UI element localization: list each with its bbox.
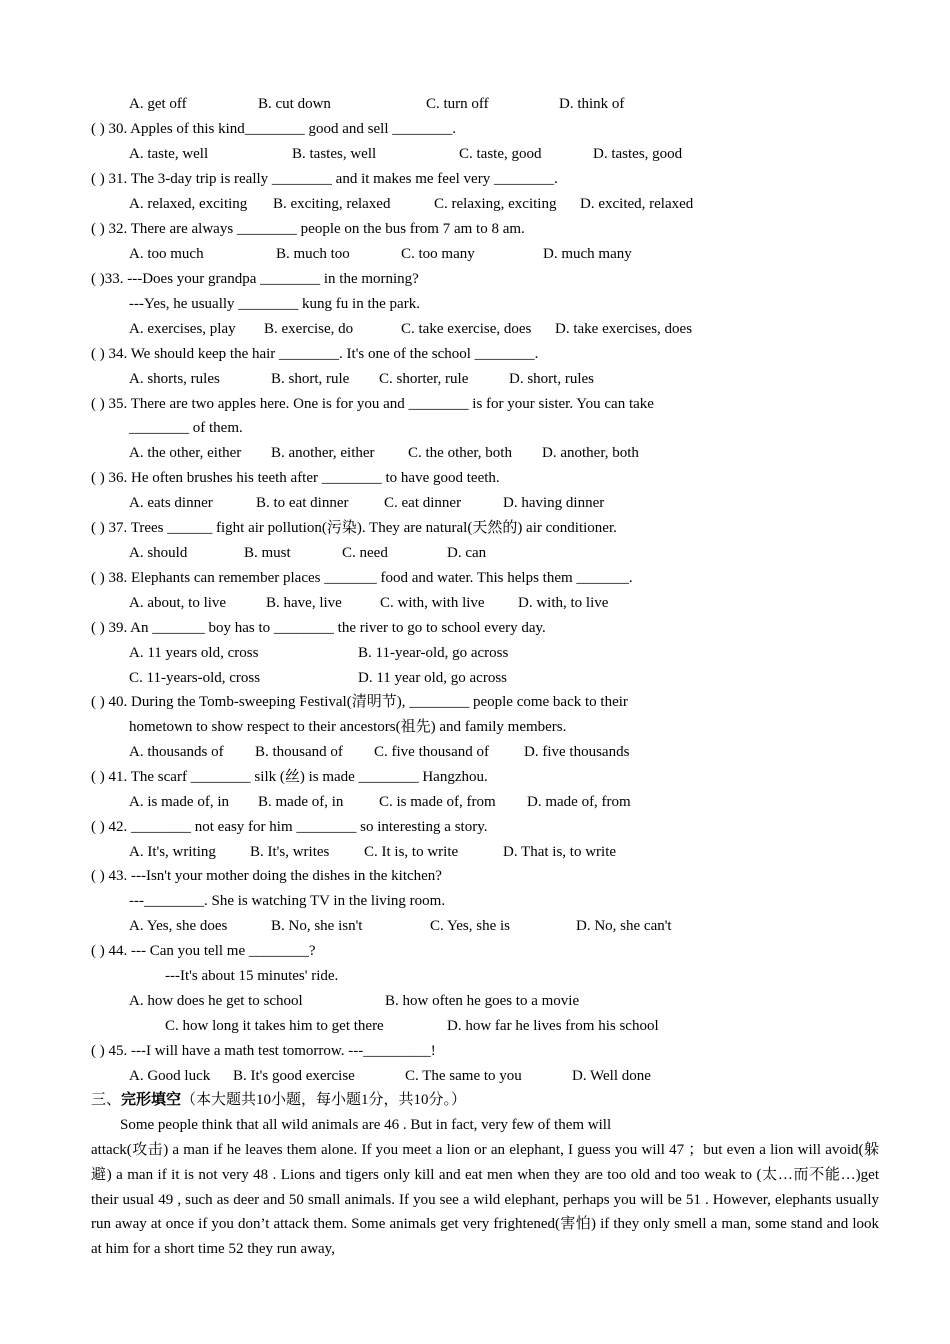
option-c: C. Yes, she is: [430, 918, 511, 934]
section-title: 完形填空: [121, 1092, 182, 1108]
option-d: D. That is, to write: [503, 844, 617, 860]
question-stem-cont: ---It's about 15 minutes' ride.: [165, 968, 339, 984]
question-stem: ( ) 44. --- Can you tell me ________?: [91, 943, 316, 959]
passage-first-line: Some people think that all wild animals are 46 . But in fact, very few of them will: [120, 1117, 612, 1133]
option-b: B. tastes, well: [292, 146, 377, 162]
question-stem-cont: hometown to show respect to their ancestors(祖先) and family members.: [129, 719, 567, 735]
option-b: B. exciting, relaxed: [273, 196, 391, 212]
option-b: B. It's good exercise: [233, 1068, 355, 1084]
option-d: D. short, rules: [509, 371, 594, 387]
question-stem: ( ) 45. ---I will have a math test tomorrow. ---_________!: [91, 1043, 436, 1059]
option-a: A. taste, well: [129, 146, 209, 162]
question-stem-cont: ---Yes, he usually ________ kung fu in the park.: [129, 296, 420, 312]
option-d: D. tastes, good: [593, 146, 683, 162]
option-d: D. 11 year old, go across: [358, 670, 507, 686]
option-b: B. It's, writes: [250, 844, 330, 860]
option-d: D. take exercises, does: [555, 321, 693, 337]
option-b: B. thousand of: [255, 744, 343, 760]
option-c: C. the other, both: [408, 445, 512, 461]
question-stem: ( ) 35. There are two apples here. One is for you and ________ is for your sister. You can take: [91, 396, 654, 412]
option-d: D. made of, from: [527, 794, 631, 810]
question-stem: ( ) 32. There are always ________ people on the bus from 7 am to 8 am.: [91, 221, 525, 237]
option-a: A. should: [129, 545, 188, 561]
option-b: B. have, live: [266, 595, 342, 611]
option-c: C. 11-years-old, cross: [129, 670, 261, 686]
option-c: C. need: [342, 545, 388, 561]
option-d: D. having dinner: [503, 495, 605, 511]
question-stem: ( ) 42. ________ not easy for him ________ so interesting a story.: [91, 819, 488, 835]
question-stem-cont: ---________. She is watching TV in the living room.: [129, 893, 446, 909]
question-stem: ( ) 38. Elephants can remember places _______ food and water. This helps them _______.: [91, 570, 633, 586]
option-c: C. is made of, from: [379, 794, 496, 810]
question-stem: ( ) 39. An _______ boy has to ________ the river to go to school every day.: [91, 620, 546, 636]
passage-body: [91, 1138, 879, 1262]
option-a: A. eats dinner: [129, 495, 213, 511]
option-b: B. another, either: [271, 445, 375, 461]
option-b: B. how often he goes to a movie: [385, 993, 580, 1009]
option-a: A. thousands of: [129, 744, 224, 760]
option-d: D. think of: [559, 96, 625, 112]
option-c: C. with, with live: [380, 595, 485, 611]
option-a: A. too much: [129, 246, 204, 262]
option-b: B. exercise, do: [264, 321, 354, 337]
option-b: B. short, rule: [271, 371, 350, 387]
question-stem: ( ) 30. Apples of this kind________ good and sell ________.: [91, 121, 456, 137]
option-c: C. five thousand of: [374, 744, 489, 760]
question-stem: ( ) 34. We should keep the hair ________. It's one of the school ________.: [91, 346, 539, 362]
question-stem: ( )33. ---Does your grandpa ________ in the morning?: [91, 271, 419, 287]
option-d: D. much many: [543, 246, 632, 262]
question-stem: ( ) 43. ---Isn't your mother doing the dishes in the kitchen?: [91, 868, 442, 884]
option-b: B. to eat dinner: [256, 495, 349, 511]
option-a: A. shorts, rules: [129, 371, 220, 387]
question-stem: ( ) 40. During the Tomb-sweeping Festival(清明节), ________ people come back to their: [91, 694, 628, 710]
section-heading: [91, 1090, 466, 1110]
option-a: A. the other, either: [129, 445, 242, 461]
option-d: D. how far he lives from his school: [447, 1018, 659, 1034]
option-b: B. much too: [276, 246, 350, 262]
option-a: A. how does he get to school: [129, 993, 303, 1009]
option-a: A. is made of, in: [129, 794, 229, 810]
question-stem-cont: ________ of them.: [129, 420, 243, 436]
option-c: C. taste, good: [459, 146, 542, 162]
option-c: C. It is, to write: [364, 844, 459, 860]
option-d: D. excited, relaxed: [580, 196, 694, 212]
option-a: A. Yes, she does: [129, 918, 228, 934]
section-number: 三、: [91, 1092, 122, 1108]
option-c: C. eat dinner: [384, 495, 462, 511]
option-b: B. 11-year-old, go across: [358, 645, 509, 661]
option-a: A. 11 years old, cross: [129, 645, 259, 661]
passage-text: attack(攻击) a man if he leaves them alone. If you meet a lion or an elephant, I guess you will 47 ；but even a lion will avoid(躲避) a man if it is not very 48 . Lions and tigers only kill and eat men when they are too old and too weak to (太…而不能…)get their usual 49 , such as deer and 50 small animals. If you see a wild elephant, perhaps you will be 51 . However, elephants usually run away at once if you don’t attack them. Some animals get very frightened(害怕) if they only smell a man, some stand and look at him for a short time 52 they run away,: [91, 1142, 879, 1258]
option-d: D. No, she can't: [576, 918, 672, 934]
option-a: A. It's, writing: [129, 844, 216, 860]
option-d: D. with, to live: [518, 595, 609, 611]
option-d: D. another, both: [542, 445, 639, 461]
option-d: D. five thousands: [524, 744, 630, 760]
option-c: C. too many: [401, 246, 475, 262]
option-a: A. get off: [129, 96, 187, 112]
option-a: A. about, to live: [129, 595, 227, 611]
option-c: C. relaxing, exciting: [434, 196, 557, 212]
option-c: C. how long it takes him to get there: [165, 1018, 384, 1034]
option-a: A. exercises, play: [129, 321, 236, 337]
question-stem: ( ) 37. Trees ______ fight air pollution(污染). They are natural(天然的) air conditioner.: [91, 520, 617, 536]
option-c: C. The same to you: [405, 1068, 522, 1084]
option-c: C. shorter, rule: [379, 371, 469, 387]
option-b: B. must: [244, 545, 291, 561]
option-c: C. take exercise, does: [401, 321, 532, 337]
option-d: D. can: [447, 545, 487, 561]
option-d: D. Well done: [572, 1068, 651, 1084]
question-stem: ( ) 31. The 3-day trip is really ________ and it makes me feel very ________.: [91, 171, 558, 187]
question-stem: ( ) 36. He often brushes his teeth after ________ to have good teeth.: [91, 470, 500, 486]
option-b: B. No, she isn't: [271, 918, 363, 934]
question-stem: ( ) 41. The scarf ________ silk (丝) is made ________ Hangzhou.: [91, 769, 488, 785]
option-b: B. made of, in: [258, 794, 344, 810]
option-a: A. relaxed, exciting: [129, 196, 248, 212]
option-a: A. Good luck: [129, 1068, 211, 1084]
option-c: C. turn off: [426, 96, 489, 112]
option-b: B. cut down: [258, 96, 331, 112]
section-note: （本大题共10小题，每小题1分，共10分。）: [181, 1092, 467, 1108]
